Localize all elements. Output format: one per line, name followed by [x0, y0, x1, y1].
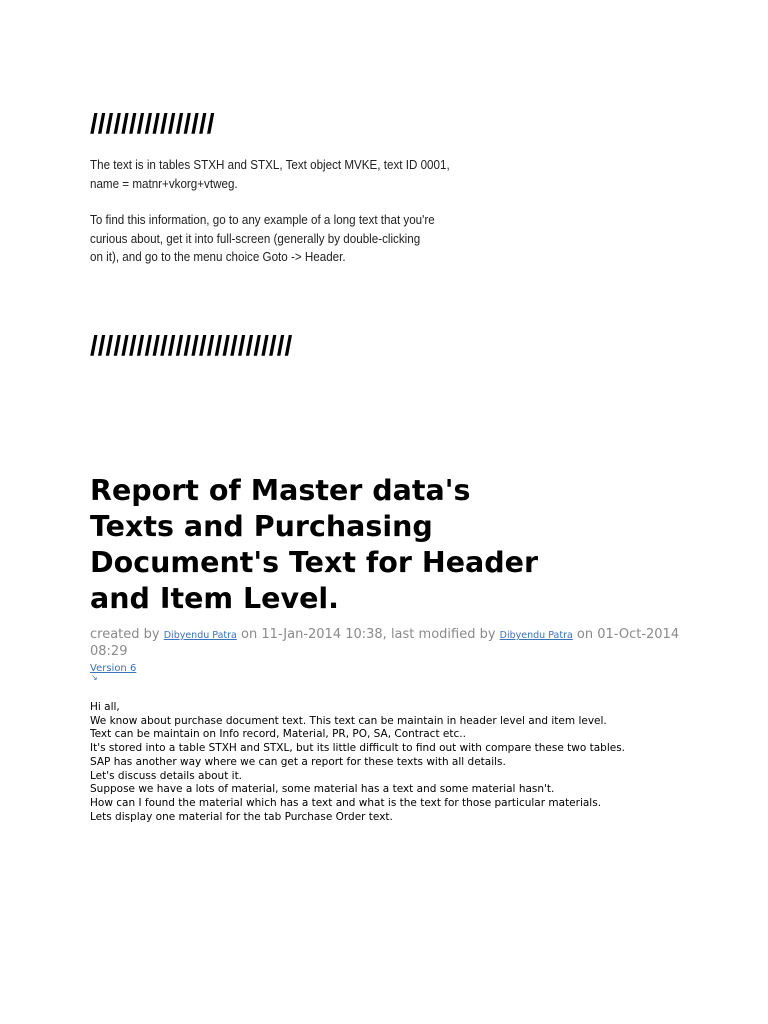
- article-meta: [90, 627, 680, 660]
- body-line: How can I found the material which has a text and what is the text for those particular materials.: [90, 796, 602, 809]
- separator-slashes-bottom: //////////////////////////: [90, 330, 293, 361]
- modified-on-text: on 01-Oct-2014 08:29: [90, 627, 680, 659]
- created-by-label: created by: [90, 627, 164, 642]
- modifier-link[interactable]: Dibyendu Patra: [499, 630, 573, 641]
- version-link[interactable]: Version 6: [90, 663, 137, 674]
- version-arrow-icon: ↘: [91, 673, 98, 682]
- body-line: We know about purchase document text. This text can be maintain in header level and item level.: [90, 714, 607, 727]
- article-body: [90, 701, 625, 824]
- title-line: and Item Level.: [90, 582, 340, 615]
- title-line: Document's Text for Header: [90, 546, 539, 579]
- intro-line: curious about, get it into full-screen (generally by double-clicking: [90, 231, 421, 246]
- body-line: Suppose we have a lots of material, some material has a text and some material hasn't.: [90, 783, 555, 796]
- intro-paragraph-2: [90, 211, 435, 267]
- intro-line: on it), and go to the menu choice Goto -> Header.: [90, 250, 346, 264]
- article-title: [90, 473, 650, 617]
- body-line: Let's discuss details about it.: [90, 769, 243, 782]
- body-line: It's stored into a table STXH and STXL, but its little difficult to find out with compare these two tables.: [90, 742, 626, 755]
- body-line: Hi all,: [90, 701, 120, 713]
- intro-line: The text is in tables STXH and STXL, Text object MVKE, text ID 0001,: [90, 158, 450, 172]
- body-line: SAP has another way where we can get a report for these texts with all details.: [90, 755, 506, 768]
- intro-line: name = matnr+vkorg+vtweg.: [90, 176, 238, 191]
- title-line: Texts and Purchasing: [90, 510, 433, 543]
- created-on-text: on 11-Jan-2014 10:38, last modified by: [236, 627, 500, 642]
- separator-slashes-top: ////////////////: [90, 108, 215, 139]
- intro-line: To find this information, go to any example of a long text that you're: [90, 213, 435, 227]
- title-line: Report of Master data's: [90, 474, 471, 507]
- body-line: Lets display one material for the tab Purchase Order text.: [90, 810, 393, 823]
- body-line: Text can be maintain on Info record, Material, PR, PO, SA, Contract etc..: [90, 728, 466, 741]
- intro-paragraph-1: [90, 156, 450, 193]
- creator-link[interactable]: Dibyendu Patra: [163, 630, 237, 641]
